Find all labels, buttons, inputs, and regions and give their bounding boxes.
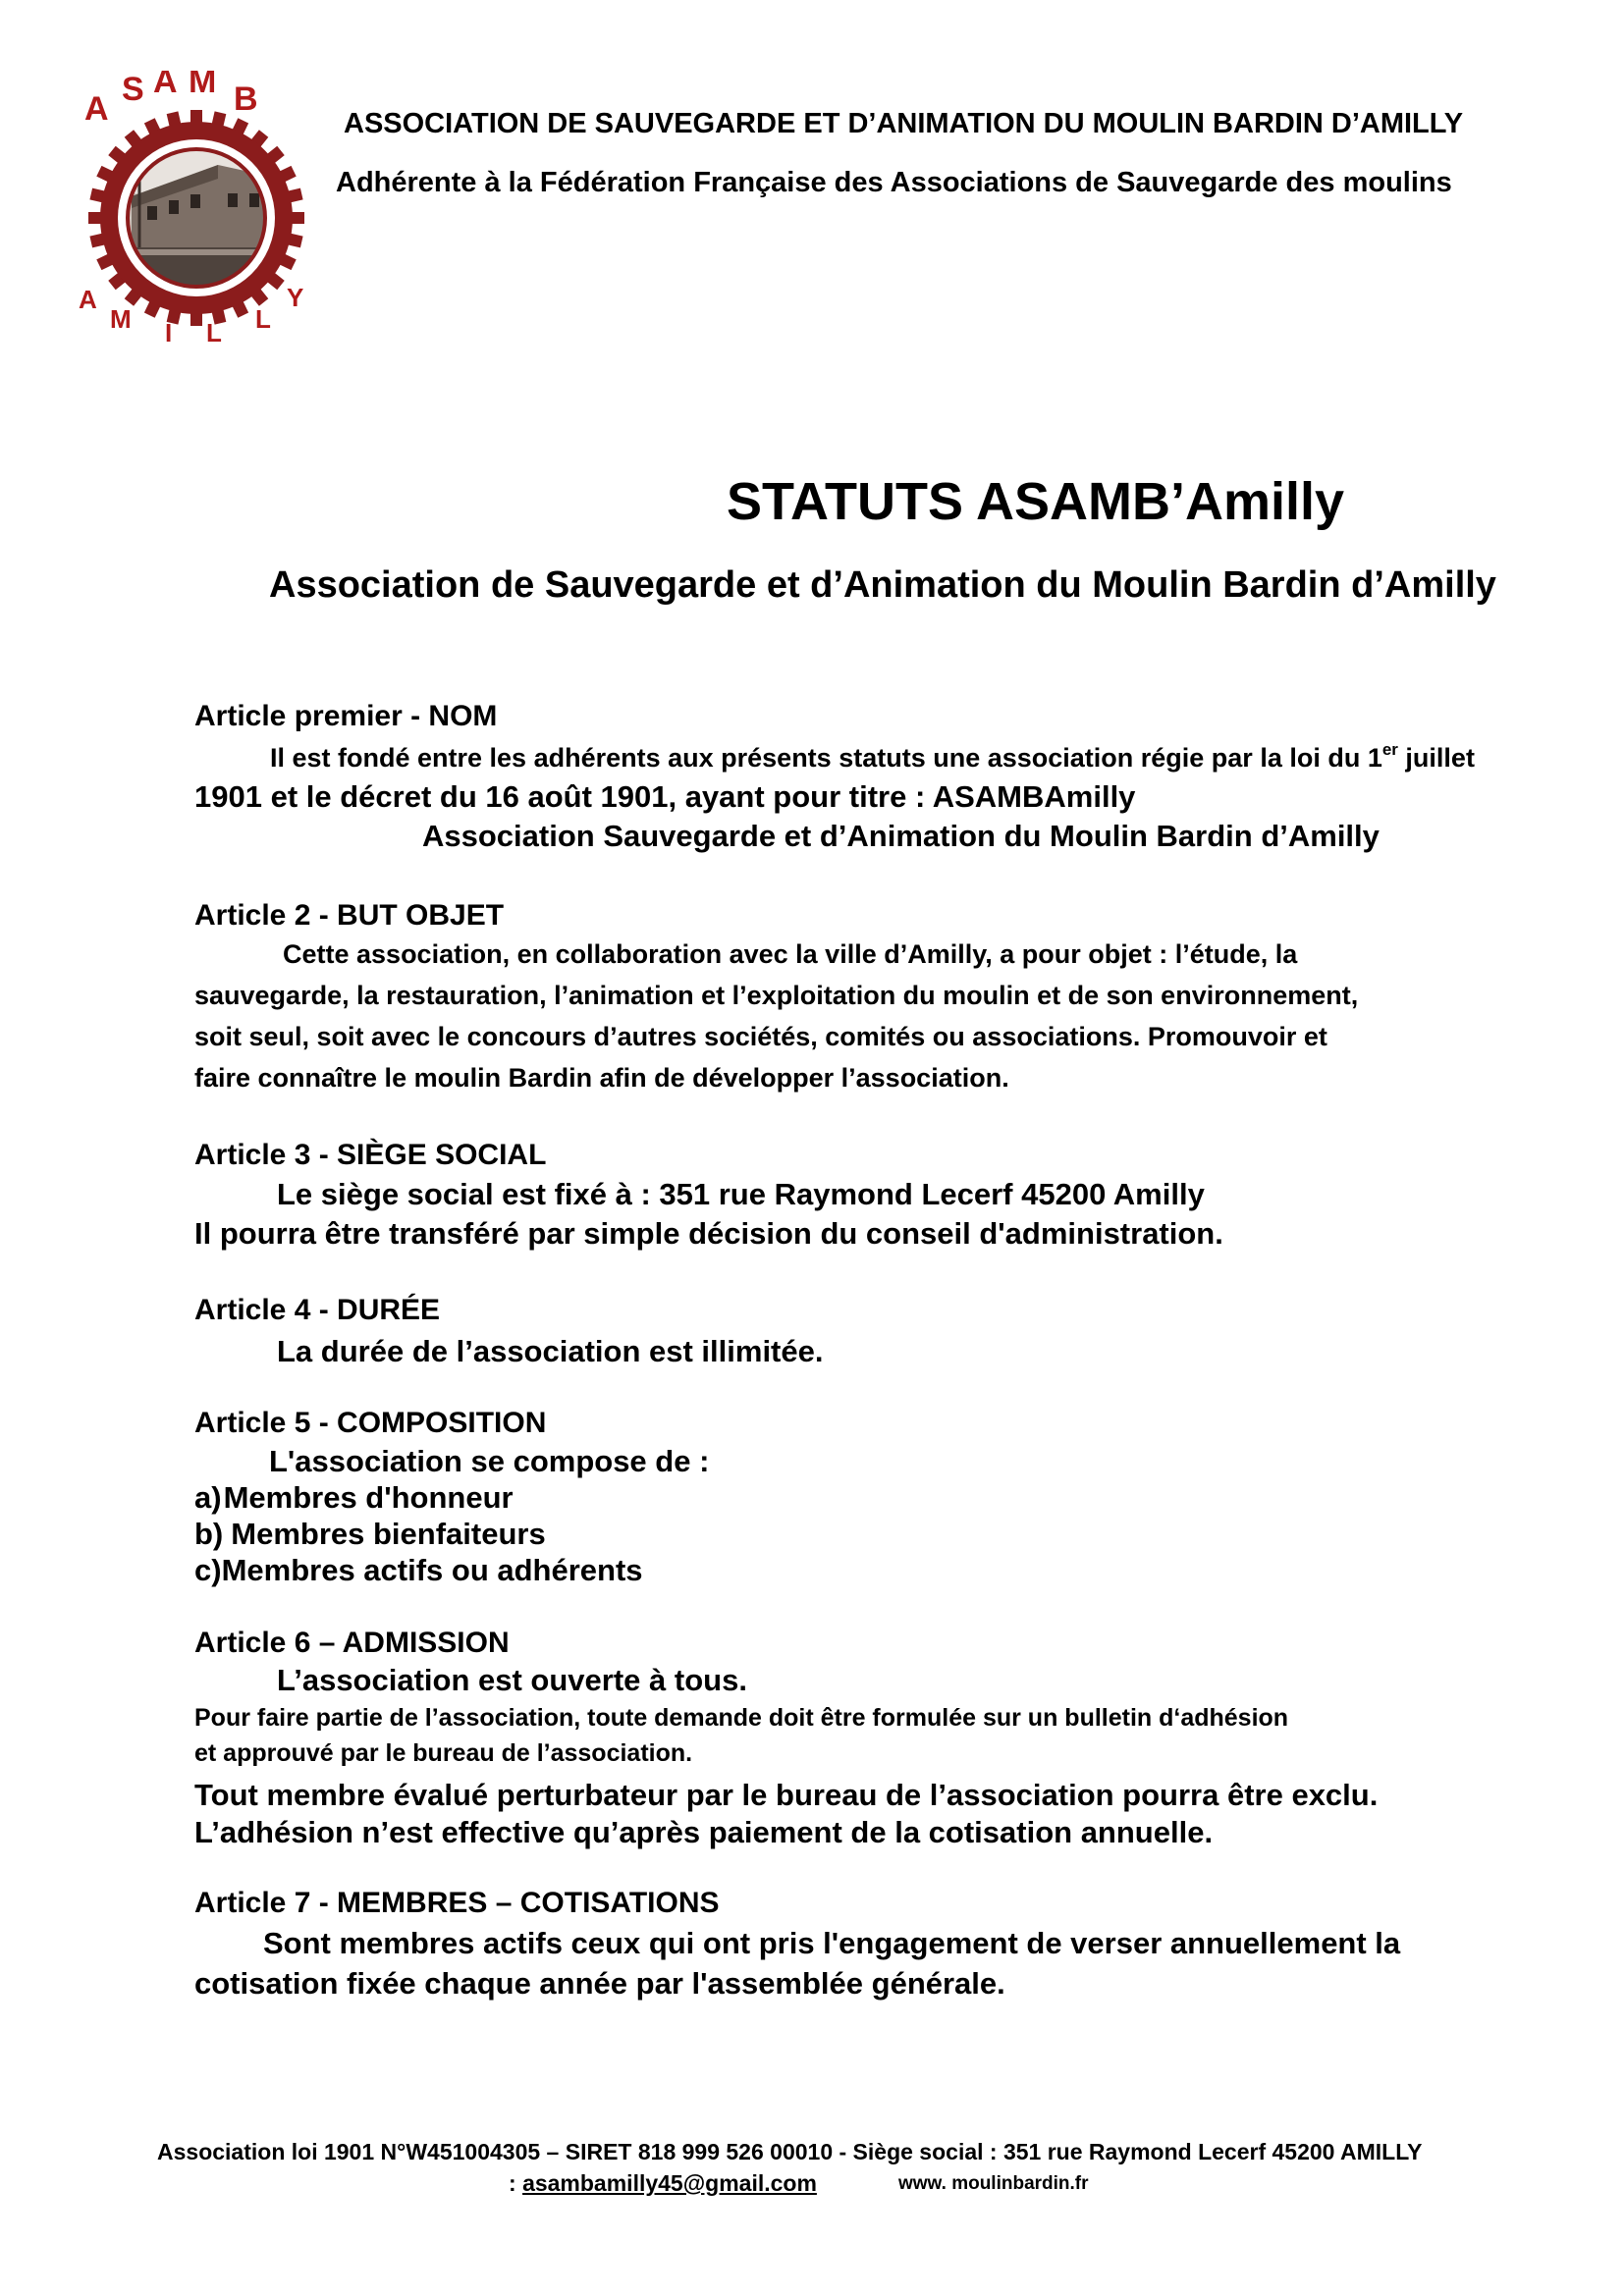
article-3-line-1: Le siège social est fixé à : 351 rue Raymond Lecerf 45200 Amilly <box>277 1177 1205 1211</box>
article-7-line-1: Sont membres actifs ceux qui ont pris l'engagement de verser annuellement la <box>263 1926 1401 1960</box>
list-marker-a: a) <box>194 1480 222 1515</box>
logo-letter-m: M <box>189 71 217 100</box>
article-1-line-2: 1901 et le décret du 16 août 1901, ayant pour titre : ASAMBAmilly <box>194 779 1136 814</box>
article-2-heading: Article 2 - BUT OBJET <box>194 899 505 932</box>
article-7-heading: Article 7 - MEMBRES – COTISATIONS <box>194 1887 720 1919</box>
logo-letter-l2: L <box>255 304 271 334</box>
article-5-heading: Article 5 - COMPOSITION <box>194 1407 547 1439</box>
superscript-er: er <box>1381 740 1398 759</box>
article-6-line-5: L’adhésion n’est effective qu’après paiement de la cotisation annuelle. <box>194 1815 1214 1849</box>
article-1-line-3: Association Sauvegarde et d’Animation du Moulin Bardin d’Amilly <box>422 819 1380 853</box>
logo-letter-a3: A <box>79 285 97 314</box>
list-item: b) Membres bienfaiteurs <box>194 1517 546 1551</box>
logo-letter-m2: M <box>110 304 132 334</box>
article-1-line-1: Il est fondé entre les adhérents aux présents statuts une association régie par la loi du 1er juillet <box>270 740 1475 773</box>
article-3-line-2: Il pourra être transféré par simple décision du conseil d'administration. <box>194 1216 1223 1251</box>
article-7-line-2: cotisation fixée chaque année par l'assemblée générale. <box>194 1966 1005 2001</box>
article-4-line-1: La durée de l’association est illimitée. <box>277 1334 824 1368</box>
list-item: a)Membres d'honneur <box>194 1480 514 1515</box>
list-item: c)Membres actifs ou adhérents <box>194 1553 643 1587</box>
footer-website-link[interactable]: www. moulinbardin.fr <box>898 2173 1089 2194</box>
footer-email-link[interactable]: asambamilly45@gmail.com <box>522 2170 817 2196</box>
footer-legal-line: Association loi 1901 N°W451004305 – SIRET 818 999 526 00010 - Siège social : 351 rue Raymond Lecerf 45200 AMILLY <box>157 2139 1423 2164</box>
article-6-heading: Article 6 – ADMISSION <box>194 1627 510 1659</box>
article-2-line-2: sauvegarde, la restauration, l’animation et l’exploitation du moulin et de son environnement, <box>194 981 1359 1010</box>
article-6-line-2: Pour faire partie de l’association, toute demande doit être formulée sur un bulletin d‘adhésion <box>194 1704 1289 1732</box>
logo-letter-y: Y <box>287 283 304 312</box>
article-3-heading: Article 3 - SIÈGE SOCIAL <box>194 1139 547 1171</box>
list-marker-b: b) <box>194 1517 224 1551</box>
header-association-name: ASSOCIATION DE SAUVEGARDE ET D’ANIMATION DU MOULIN BARDIN D’AMILLY <box>344 108 1464 139</box>
article-2-line-1: Cette association, en collaboration avec la ville d’Amilly, a pour objet : l’étude, la <box>283 939 1298 969</box>
article-2-line-4: faire connaître le moulin Bardin afin de développer l’association. <box>194 1063 1009 1093</box>
article-2-line-3: soit seul, soit avec le concours d’autres sociétés, comités ou associations. Promouvoir et <box>194 1022 1327 1051</box>
article-6-line-3: et approuvé par le bureau de l’association. <box>194 1739 693 1767</box>
logo-letter-l: L <box>206 318 222 347</box>
logo-letter-i: I <box>165 318 173 347</box>
header-federation-line: Adhérente à la Fédération Française des Associations de Sauvegarde des moulins <box>336 167 1452 198</box>
logo-letter-a2: A <box>153 71 178 100</box>
page-subtitle: Association de Sauvegarde et d’Animation du Moulin Bardin d’Amilly <box>269 564 1496 606</box>
article-4-heading: Article 4 - DURÉE <box>194 1294 441 1326</box>
list-marker-c: c) <box>194 1553 222 1587</box>
article-1-heading: Article premier - NOM <box>194 700 498 732</box>
logo-letter-a: A <box>84 90 109 128</box>
footer-contact: : asambamilly45@gmail.com <box>509 2170 817 2196</box>
article-6-line-1: L’association est ouverte à tous. <box>277 1663 747 1697</box>
logo-letter-b: B <box>234 80 258 118</box>
article-6-line-4: Tout membre évalué perturbateur par le bureau de l’association pourra être exclu. <box>194 1778 1379 1812</box>
page-title: STATUTS ASAMB’Amilly <box>727 472 1345 531</box>
asamb-logo <box>71 71 328 347</box>
logo-letter-s: S <box>122 71 144 108</box>
article-5-line-1: L'association se compose de : <box>269 1444 710 1478</box>
